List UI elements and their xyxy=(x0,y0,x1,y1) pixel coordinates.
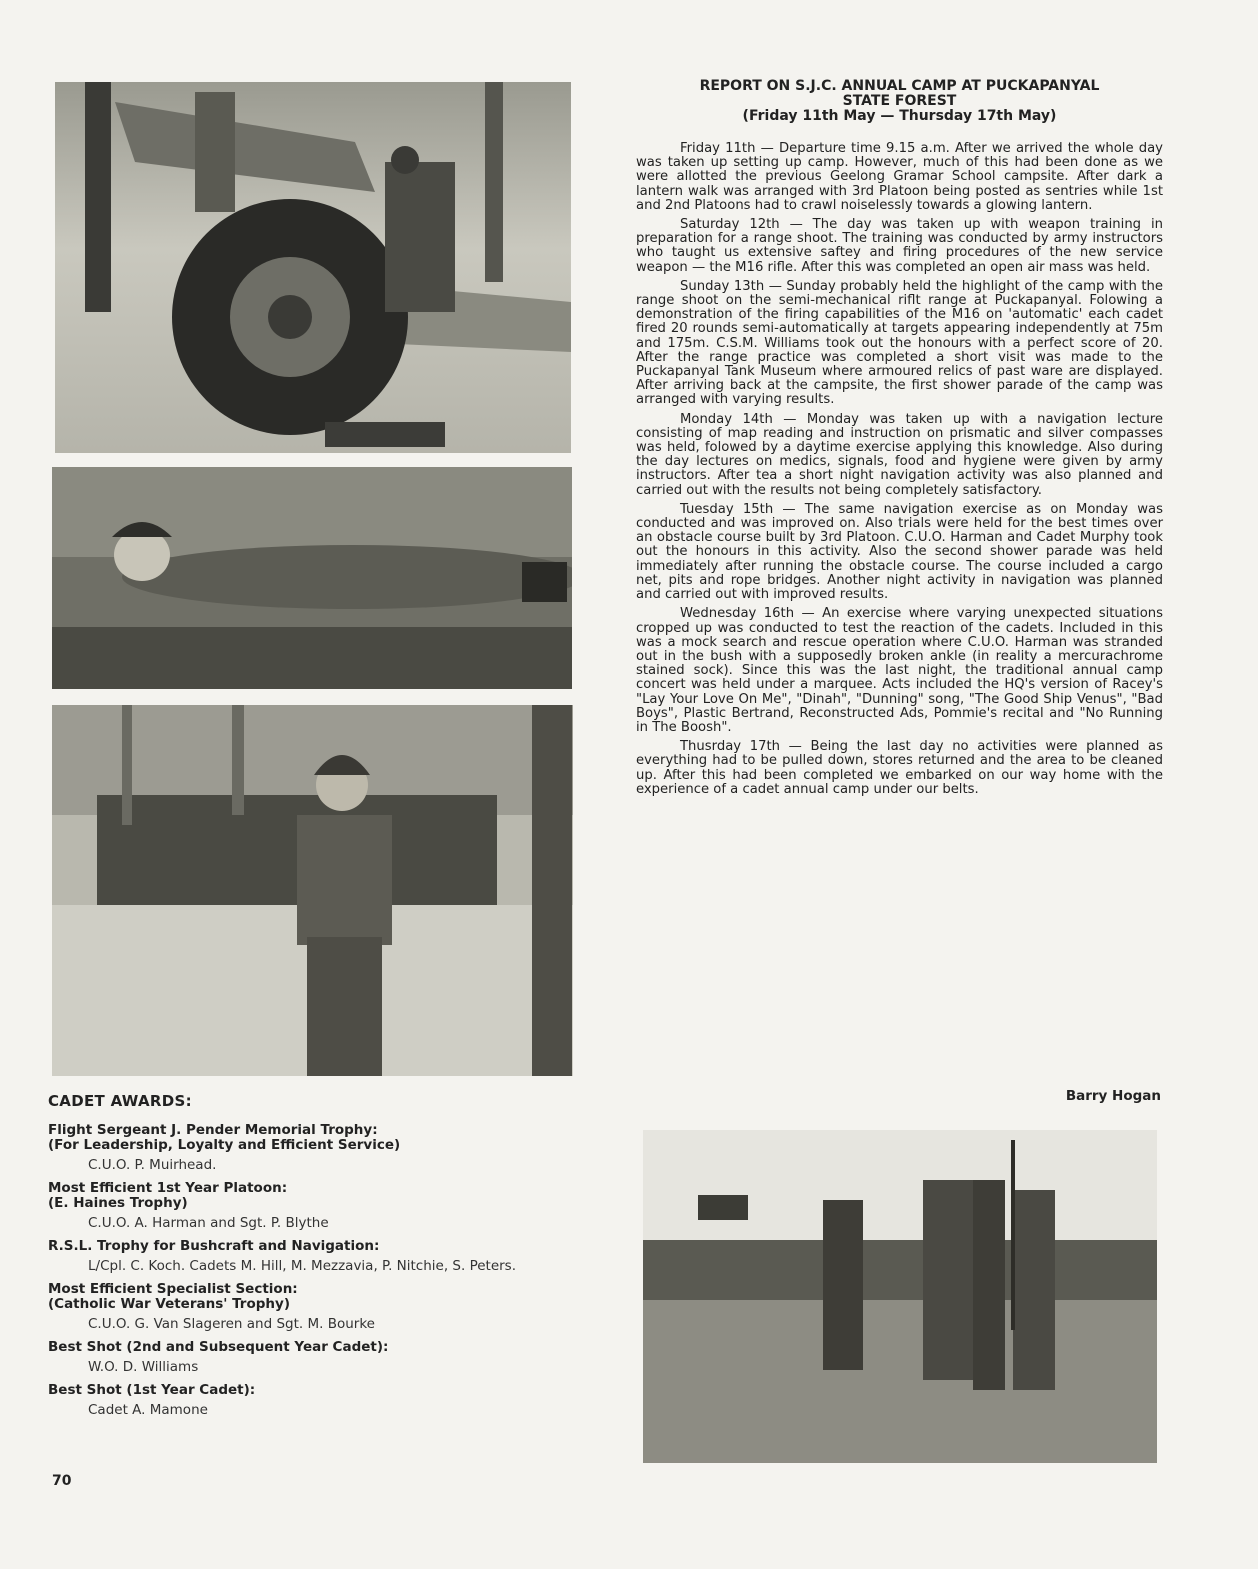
report-paragraph-monday: Monday 14th — Monday was taken up with a navigation lecture consisting of map reading and instruction on prismatic and silver compasses was held, folowed by a daytime exercise applying this knowledge. Also during the day lectures on medics, signals, food and hygiene were given by army instructors. After tea a short night navigation activity was also planned and carried out with the results not being completely satisfactory. xyxy=(636,411,1163,498)
award-winner: L/Cpl. C. Koch. Cadets M. Hill, M. Mezzavia, P. Nitchie, S. Peters. xyxy=(88,1258,517,1274)
photo-cadet-standing xyxy=(52,705,573,1076)
report-title-line1: REPORT ON S.J.C. ANNUAL CAMP AT PUCKAPANYAL xyxy=(699,78,1100,94)
award-title: Best Shot (1st Year Cadet): xyxy=(48,1382,256,1398)
award-subtitle: (For Leadership, Loyalty and Efficient Service) xyxy=(48,1137,401,1153)
award-title: Most Efficient Specialist Section: xyxy=(48,1281,298,1297)
award-item xyxy=(48,1123,578,1173)
cadet-awards xyxy=(48,1094,578,1426)
award-winner: C.U.O. A. Harman and Sgt. P. Blythe xyxy=(88,1215,329,1231)
report-paragraph-saturday: Saturday 12th — The day was taken up with weapon training in preparation for a range shoot. The training was conducted by army instructors who taught us extensive saftey and firing procedures of the new service weapon — the M16 rifle. After this was completed an open air mass was held. xyxy=(636,217,1163,275)
photo-cadets-group-field xyxy=(643,1130,1157,1463)
award-title: R.S.L. Trophy for Bushcraft and Navigation: xyxy=(48,1238,380,1254)
award-subtitle: (E. Haines Trophy) xyxy=(48,1195,188,1211)
award-item xyxy=(48,1181,578,1231)
report-body xyxy=(636,142,1163,802)
award-item xyxy=(48,1340,578,1375)
award-item xyxy=(48,1239,578,1274)
report-title-line3: (Friday 11th May — Thursday 17th May) xyxy=(742,108,1057,124)
award-title: Most Efficient 1st Year Platoon: xyxy=(48,1180,288,1196)
award-item xyxy=(48,1282,578,1332)
photo-artillery-gun xyxy=(55,82,571,453)
award-winner: W.O. D. Williams xyxy=(88,1359,199,1375)
report-paragraph-sunday: Sunday 13th — Sunday probably held the highlight of the camp with the range shoot on the semi-mechanical riflt range at Puckapanyal. Folowing a demonstration of the firing capabilities of the M16 on 'automatic' each cadet fired 20 rounds semi-automatically at targets appearing independently at 75m and 175m. C.S.M. Williams took out the honours with a perfect score of 20. After the range practice was completed a short visit was made to the Puckapanyal Tank Museum where armoured relics of past ware are displayed. After arriving back at the campsite, the first shower parade of the camp was arranged with varying results. xyxy=(636,278,1163,408)
report-paragraph-friday: Friday 11th — Departure time 9.15 a.m. After we arrived the whole day was taken up setting up camp. However, much of this had been done as we were allotted the previous Geelong Gramar School campsite. After dark a lantern walk was arranged with 3rd Platoon being posted as sentries while 1st and 2nd Platoons had to crawl noiselessly towards a glowing lantern. xyxy=(636,141,1163,213)
report-title xyxy=(636,79,1163,124)
report-paragraph-wednesday: Wednesday 16th — An exercise where varying unexpected situations cropped up was conducted to test the reaction of the cadets. Included in this was a mock search and rescue operation where C.U.O. Harman was stranded out in the bush with a supposedly broken ankle (in reality a mercurachrome stained sock). Since this was the last night, the traditional annual camp concert was held under a marquee. Acts included the HQ's version of Racey's "Lay Your Love On Me", "Dinah", "Dunning" song, "The Good Ship Venus", "Bad Boys", Plastic Bertrand, Reconstructed Ads, Pommie's recital and "No Running in The Boosh". xyxy=(636,606,1163,735)
photo-cadet-resting xyxy=(52,467,572,689)
report-paragraph-thursday: Thusrday 17th — Being the last day no activities were planned as everything had to be pulled down, stores returned and the area to be cleaned up. After this had been completed we embarked on our way home with the experience of a cadet annual camp under our belts. xyxy=(636,739,1163,797)
report-author: Barry Hogan xyxy=(1065,1088,1161,1104)
report-title-line2: STATE FOREST xyxy=(842,93,957,109)
award-subtitle: (Catholic War Veterans' Trophy) xyxy=(48,1296,290,1312)
award-winner: Cadet A. Mamone xyxy=(88,1402,208,1418)
award-title: Flight Sergeant J. Pender Memorial Trophy: xyxy=(48,1122,378,1138)
report-paragraph-tuesday: Tuesday 15th — The same navigation exercise as on Monday was conducted and was improved on. Also trials were held for the best times over an obstacle course built by 3rd Platoon. C.U.O. Harman and Cadet Murphy took out the honours in this activity. Also the second shower parade was held immediately after running the obstacle course. The course included a cargo net, pits and rope bridges. Another night activity in navigation was planned and carried out with improved results. xyxy=(636,501,1163,603)
award-item xyxy=(48,1383,578,1418)
award-title: Best Shot (2nd and Subsequent Year Cadet): xyxy=(48,1339,389,1355)
award-winner: C.U.O. G. Van Slageren and Sgt. M. Bourke xyxy=(88,1316,375,1332)
award-winner: C.U.O. P. Muirhead. xyxy=(88,1157,217,1173)
awards-heading: CADET AWARDS: xyxy=(48,1092,192,1110)
page-number: 70 xyxy=(52,1473,72,1489)
